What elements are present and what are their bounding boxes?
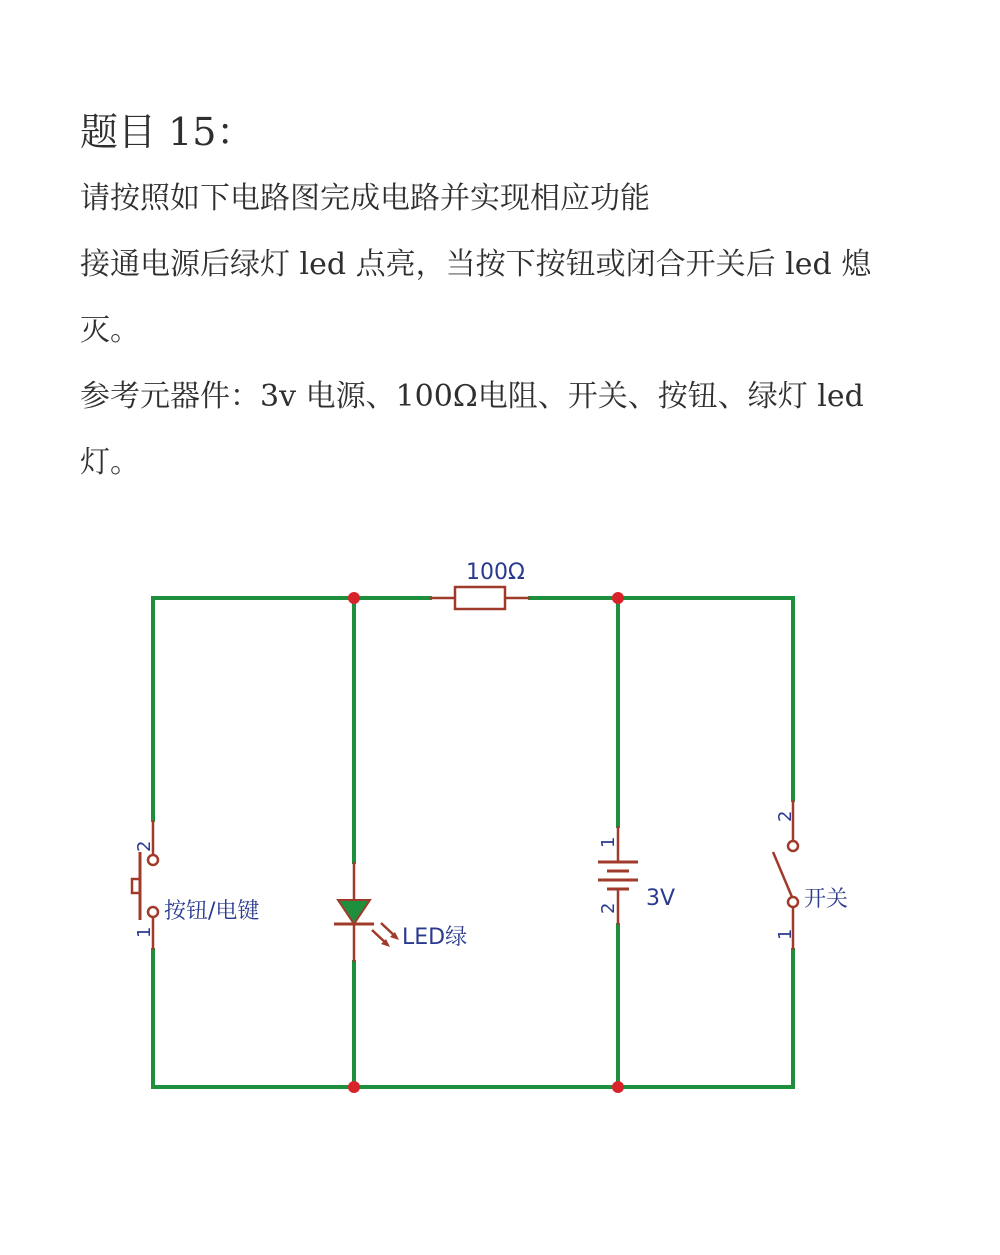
button-pin-1: 1 bbox=[134, 926, 155, 938]
battery-pin-1: 1 bbox=[598, 836, 619, 848]
button-pin-2: 2 bbox=[134, 840, 155, 852]
junction-node bbox=[348, 1081, 360, 1093]
switch-label: 开关 bbox=[804, 887, 849, 912]
battery-label: 3V bbox=[646, 886, 676, 911]
battery bbox=[598, 826, 675, 925]
components-line-1: 参考元器件：3v 电源、100Ω电阻、开关、按钮、绿灯 led bbox=[80, 379, 864, 414]
wires bbox=[153, 598, 793, 1087]
switch bbox=[773, 800, 848, 950]
requirement-line-1: 接通电源后绿灯 led 点亮，当按下按钮或闭合开关后 led 熄 bbox=[80, 247, 872, 282]
led-label: LED绿 bbox=[402, 925, 468, 950]
junction-node bbox=[348, 592, 360, 604]
junction-node bbox=[612, 1081, 624, 1093]
resistor-label: 100Ω bbox=[466, 560, 525, 585]
problem-title: 题目 15： bbox=[80, 110, 255, 154]
instruction-line: 请按照如下电路图完成电路并实现相应功能 bbox=[80, 181, 650, 216]
circuit-diagram bbox=[0, 540, 1000, 1140]
battery-pin-2: 2 bbox=[598, 902, 619, 914]
switch-pin-2: 2 bbox=[775, 810, 796, 822]
requirement-line-2: 灭。 bbox=[80, 313, 140, 348]
problem-text bbox=[80, 100, 952, 496]
switch-pin-1: 1 bbox=[775, 928, 796, 940]
led bbox=[334, 862, 467, 962]
junction-node bbox=[612, 592, 624, 604]
push-button bbox=[132, 820, 259, 950]
resistor bbox=[430, 560, 530, 609]
button-label: 按钮/电键 bbox=[164, 899, 260, 924]
components-line-2: 灯。 bbox=[80, 445, 140, 480]
